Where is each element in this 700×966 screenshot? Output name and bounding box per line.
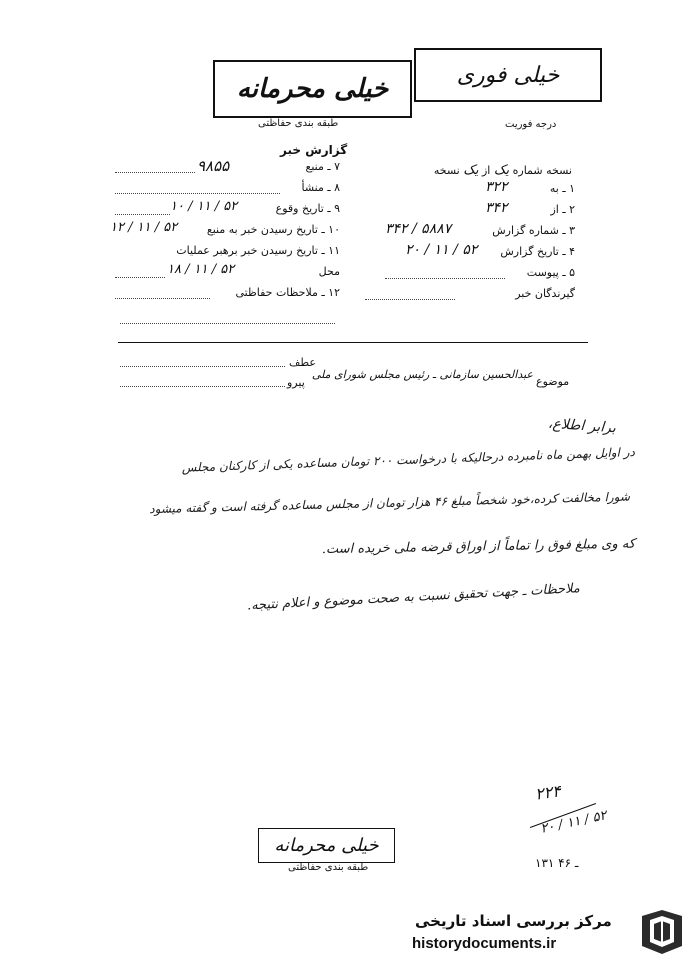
field-value: ۹۸۵۵ — [197, 157, 230, 175]
field-label: ۴ ـ تاریخ گزارش — [500, 245, 575, 258]
classification-stamp — [213, 60, 412, 118]
copy-label-c: نسخه — [433, 164, 460, 177]
field-value: ۲۰ / ۱۱ / ۵۲ — [405, 242, 478, 258]
left-fields — [110, 157, 340, 307]
atf-label: عطف — [289, 356, 316, 369]
field-label: ۱۱ ـ تاریخ رسیدن خبر برهبر عملیات — [176, 244, 340, 257]
urgency-stamp — [414, 48, 602, 102]
atf-dots — [120, 366, 285, 367]
field-label: ۸ ـ منشأ — [301, 181, 340, 194]
copy-line — [392, 163, 572, 178]
bottom-stamp-caption: طبقه بندی حفاظتی — [288, 862, 369, 873]
field-value: ۱۲ / ۱۱ / ۵۲ — [110, 220, 178, 235]
bottom-classification-stamp — [258, 828, 395, 863]
watermark-title: مرکز بررسی اسناد تاریخی — [415, 912, 612, 930]
field-dots — [365, 299, 455, 300]
field-row — [385, 266, 575, 287]
field-label: ۲ ـ از — [550, 203, 575, 216]
copy-value-b: یک — [463, 163, 479, 178]
subject-label: موضوع — [536, 375, 570, 388]
bottom-stamp-text: خیلی محرمانه — [274, 835, 379, 856]
document-code: ۱۳۱ ـ ۴۶ — [535, 856, 579, 870]
field-value: ۱۸ / ۱۱ / ۵۲ — [167, 262, 235, 277]
field-label: ۱ ـ به — [549, 182, 575, 195]
handnote-number: ۲۲۴ — [533, 781, 562, 804]
field-label: ۱۲ ـ ملاحظات حفاظتی — [235, 286, 340, 299]
field-row — [385, 242, 575, 266]
field-row — [385, 287, 575, 308]
field-label: ۹ ـ تاریخ وقوع — [275, 202, 340, 215]
body-greeting: برابر اطلاع، — [547, 415, 617, 437]
body-line: که وی مبلغ فوق را تماماً از اوراق قرضه ملی خریده است. — [321, 536, 636, 558]
field-dots — [115, 193, 280, 194]
field-label: ۵ ـ پیوست — [526, 266, 575, 279]
field-row — [115, 157, 340, 181]
field-row — [115, 286, 340, 307]
urgency-stamp-text: خیلی فوری — [456, 62, 560, 88]
field-label: گیرندگان خبر — [515, 287, 575, 300]
field-dots — [115, 277, 165, 278]
field-dots — [115, 298, 210, 299]
subject-value: عبدالحسین سازمانی ـ رئیس مجلس شورای ملی — [311, 368, 533, 381]
field-label: ۷ ـ منبع — [305, 160, 340, 173]
archive-logo-icon — [636, 906, 688, 958]
notes-dots — [120, 323, 335, 324]
field-dots — [115, 214, 170, 215]
field-label: محل — [318, 265, 340, 278]
field-value: ۳۲۲ — [485, 179, 508, 195]
field-label: ۳ ـ شماره گزارش — [492, 224, 575, 237]
peyro-label: پیرو — [287, 376, 305, 389]
form-divider — [118, 342, 588, 343]
copy-label-a: نسخه شماره — [512, 164, 572, 177]
watermark-url: historydocuments.ir — [412, 935, 557, 952]
field-value: ۱۰ / ۱۱ / ۵۲ — [170, 199, 238, 214]
form-title: گزارش خبر — [280, 143, 348, 157]
field-row — [110, 220, 340, 244]
field-label: ۱۰ ـ تاریخ رسیدن خبر به منبع — [206, 223, 340, 236]
classification-caption: طبقه بندی حفاظتی — [258, 118, 339, 129]
field-row — [385, 179, 575, 203]
copy-label-b: از — [481, 164, 491, 177]
body-line: ملاحظات ـ جهت تحقیق نسبت به صحت موضوع و اعلام نتیجه. — [246, 581, 581, 614]
body-line: شورا مخالفت کرده،خود شخصاً مبلغ ۴۶ هزار تومان از مجلس مساعده گرفته است و گفته میشود — [149, 489, 631, 517]
body-line: در اوایل بهمن ماه نامبرده درحالیکه با درخواست ۲۰۰ تومان مساعده یکی از کارکنان مجلس — [181, 444, 636, 475]
copy-value-a: یک — [493, 163, 510, 178]
classification-stamp-text: خیلی محرمانه — [236, 74, 389, 104]
handnote-date: ۲۰ / ۱۱ / ۵۲ — [539, 808, 609, 837]
field-row — [115, 262, 340, 286]
field-dots — [115, 172, 195, 173]
field-dots — [385, 278, 505, 279]
field-value: ۳۴۲ / ۵۸۸۷ — [385, 221, 452, 237]
right-fields — [385, 179, 575, 308]
peyro-dots — [120, 386, 285, 387]
urgency-caption: درجه فوریت — [505, 119, 557, 130]
field-value: ۳۴۲ — [485, 200, 508, 216]
